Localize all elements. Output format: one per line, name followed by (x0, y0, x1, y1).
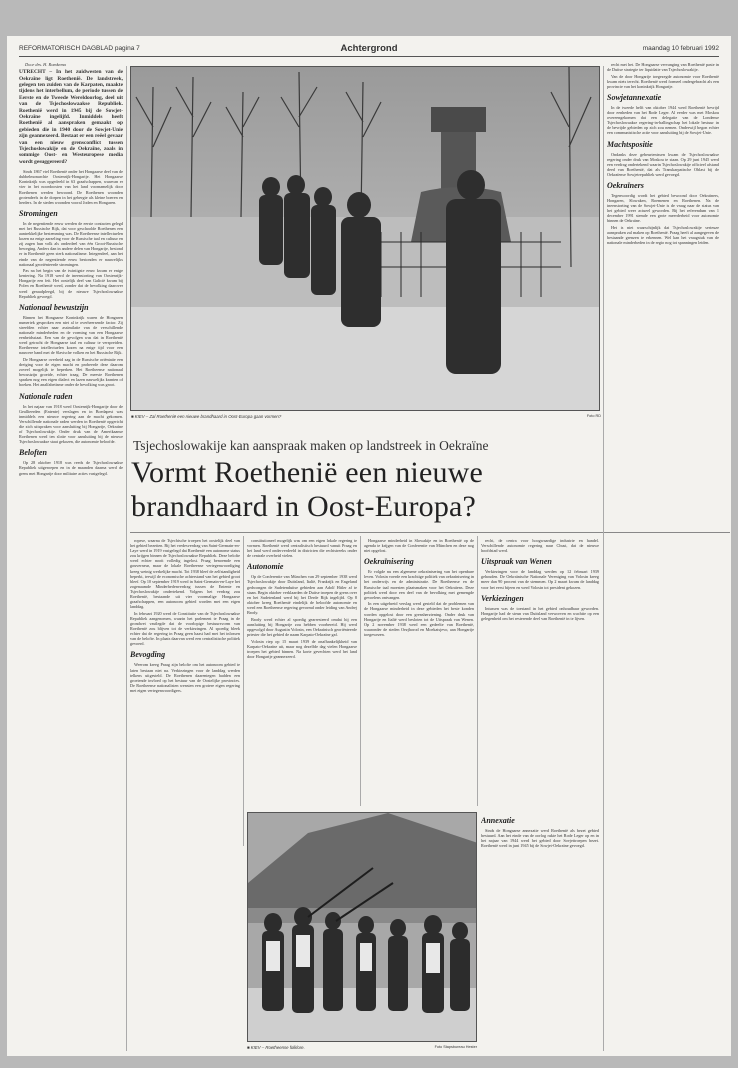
column-rule (603, 66, 604, 1051)
bottom-photo-caption (247, 1045, 477, 1050)
subheading: Machtspositie (607, 139, 653, 149)
byline: Door drs. H. Romkema (25, 62, 66, 67)
top-photo-image (131, 67, 600, 411)
photo-credit: Foto Stapsbureau Hester (434, 1045, 477, 1049)
subheading: Sowjetannexatie (607, 92, 662, 102)
body-paragraph: In de tweede helft van oktober 1944 werd Roethenië bevrijd door eenheden van het Rode Leger. Al eerder was met Moskou overeengekomen dat een delegatie van de Londense Tsjechoslowaakse regering-in-ballingschap het lokale bestuur in de bevrijde gebieden op zich zou nemen. Onderwijl begon echter een communistische actie voor aansluiting bij de Sowjet-Unie. (607, 104, 719, 136)
body-paragraph: Intussen was de toestand in het gebied onhoudbaar geworden. Hongarije had de steun van Duitsland verworven en wachtte op een gelegenheid om het resterende deel van Roethenië in te lijven. (481, 605, 599, 621)
body-paragraph: Sinds de Hongaarse annexatie werd Roethenië als bezet gebied bestuurd. Aan het einde van de oorlog rukte het Rode Leger op en in het najaar van 1944 werd het gebied door Sovjettroepen bezet. Roethenië werd in juni 1945 bij de Sowjet-Oekraïne gevoegd. (481, 828, 599, 849)
bottom-photo-image (248, 813, 477, 1042)
column-5 (481, 538, 599, 808)
body-paragraph: ropese, waarna de Tsjechische troepen het oostelijk deel van het gebied bezetten. Bij het vredesverdrag van Saint-Germain-en-Laye werd in 1919 vastgelegd dat Roethenië een autonome status zou krijgen binnen de Tsjechoslowaakse Republiek. Deze belofte werd echter nooit volledig ingelost. Praag benoemde een gouverneur, maar de lokale Roetheense vertegenwoordiging kreeg weinig werkelijke macht. Tot 1938 bleef de zelfstandigheid beperkt, terwijl de economische achterstand van het gebied groot bleef. Op 10 september 1919 werd in Saint-Germain-en-Laye het zogenaamde Minderhedenverdrag tussen de Entente en Tsjechoslowakije ondertekend. Volgens het verdrag zou Roethenië, bestaande uit vier voormalige Hongaarse graafschappen, een autonoom gebied worden met een eigen landdag. (130, 538, 240, 610)
body-paragraph: Op 28 oktober 1918 was reeds de Tsjechoslowaakse Republiek uitgeroepen en in de maanden daarna werd de grens met Hongarije door militaire acties vastgelegd. (19, 460, 123, 476)
column-1 (19, 62, 123, 1052)
body-paragraph: Sinds 1867 viel Roethenië onder het Hongaarse deel van de dubbelmonarchie Oostenrijk-Hongarije. Het Hongaarse Koninkrijk was opgedeeld in 63 graafschappen, waarvan er vier in het noordoosten van het land voornamelijk door Roethenen werden bewoond. De Roethenen woonden grotendeels in de dorpen in het gebergte als kleine boeren en herders. In de steden woonden vooral Joden en Hongaren. (19, 169, 123, 205)
body-paragraph: Verkiezingen voor de landdag werden op 12 februari 1939 gehouden. De Oekraïnische Nationale Vereniging van Volosin kreeg meer dan 90 procent van de stemmen. Op 2 maart kwam de landdag voor het eerst bijeen en werd Volosin tot president gekozen. (481, 569, 599, 590)
subheading: Oekraïnisering (364, 557, 414, 567)
body-paragraph: Binnen het Hongaarse Koninkrijk waren de Hongaren numeriek gesproken een niet al te overheersende factor. Zij streefden echter naar assimilatie van de verschillende nationale minderheden en de vorming van een Hongaarse eenheidsstaat. Een van de gevolgen was dat in Roethenië werd getracht de Hongaarse taal en cultuur te verspreiden. Roetheense intellectuelen kozen na enige tijd voor een nauwere band met de Slavische volken en het Russische Rijk. (19, 314, 123, 356)
body-paragraph: Het is niet waarschijnlijk dat Tsjechoslowakije serieuze aanspraken zal maken op Roethenië. Praag heeft al aangegeven de bestaande grenzen te erkennen. Wel kan het vraagstuk van de nationale minderheden in de regio nog tot spanningen leiden. (607, 225, 719, 246)
column-5-lower (481, 812, 599, 1052)
photo-credit: Foto RD (586, 414, 601, 418)
body-paragraph: Hongaarse minderheid in Slowakije en in Roethenië op de agenda te krijgen van de Conferentie van München en deze nog niet opgelost. (364, 538, 474, 554)
headline: Vormt Roethenië een nieuwe brandhaard in Oost-Europa? (131, 456, 484, 523)
top-photo (130, 66, 600, 411)
body-paragraph: recht met het. De Hongaarse vervanging van Roethenië paste in de Duitse strategie ter liquidatie van Tsjechoslowakije. (607, 62, 719, 73)
newspaper-page (7, 36, 731, 1056)
column-2 (130, 538, 240, 838)
body-paragraph: De Hongaarse overheid zag in de Russische oriëntatie een dreiging voor de eigen macht en probeerde deze daarom zoveel mogelijk te beperken. Het Roetheense nationaal bewustzijn groeide, echter traag. De meeste Roethenen spraken nog een eigen dialect en lazen nauwelijks kranten of boeken. Het analfabetisme onder de bevolking was groot. (19, 357, 123, 388)
column-3 (247, 538, 357, 808)
subheading: Uitspraak van Wenen (481, 557, 552, 567)
section-title: Achtergrond (340, 43, 398, 54)
subheading: Verkiezingen (481, 593, 524, 603)
issue-date: maandag 10 februari 1992 (642, 45, 719, 52)
body-paragraph: Van de door Hongarije toegezegde autonomie voor Roethenië kwam niets terecht. Roethenië werd formeel ondergebracht als een provincie van het koninkrijk Hongarije. (607, 73, 719, 89)
body-paragraph: In het najaar van 1918 werd Oostenrijk-Hongarije door de Geallieerden (Entente) verslagen en in Boedapest was inmiddels een nieuwe regering aan de macht gekomen. Verschillende nationale raden werden in Roethenië opgericht die zich uitspraken voor aansluiting bij Hongarije, Oekraïne of Tsjechoslowakije. Onder druk van de Amerikaanse Roethenen werd ten slotte voor aansluiting bij de nieuwe Tsjechoslowaakse staat gekozen, die autonomie beloofde. (19, 403, 123, 445)
subheading: Autonomie (247, 562, 284, 572)
body-paragraph: In februari 1920 werd de Constitutie van de Tsjechoslowaakse Republiek aangenomen, waarin het parlement te Praag in de grondwet vastlegde dat de voorlopige bestuursvorm van Roethenië zou blijven tot de verkiezingen. Al spoedig bleek echter dat de regering in Praag geen haast had met het inlossen van de belofte. In plaats daarvan werd een centralistische politiek gevoerd. (130, 610, 240, 647)
subheading: Beloften (19, 448, 47, 458)
page-header (19, 44, 719, 57)
caption-text: ■ KIEV – Zal Roethenië een nieuwe brandhaard in Oost-Europa gaan vormen? (131, 414, 282, 419)
subheading: Oekraïners (607, 181, 644, 190)
top-photo-caption (131, 414, 601, 419)
column-6 (607, 62, 719, 1052)
subheading: Stromingen (19, 208, 58, 218)
column-rule (126, 66, 127, 1051)
kicker: Tsjechoslowakije kan aanspraak maken op landstreek in Oekraïne (133, 438, 489, 453)
caption-text: ■ KIEV – Roetheense folklore. (247, 1045, 305, 1050)
column-rule (477, 536, 478, 806)
subheading: Nationale raden (19, 391, 73, 401)
body-paragraph: Ondanks deze gebeurtenissen kwam de Tsjechoslowaakse regering onder druk van Moskou te staan. Op 29 juni 1945 werd een verdrag ondertekend waarin Tsjechoslowakije officieel afstand deed van Roethenië, dat als Transkarpatische Oblast bij de Oekraïense Sowjetrepubliek werd gevoegd. (607, 151, 719, 177)
subheading: Nationaal bewustzijn (19, 302, 89, 312)
column-rule (360, 536, 361, 806)
body-paragraph: Er volgde nu een algemene oekraïnisering van het openbare leven. Volosin voerde een krachtige politiek van oekraïnisering in het onderwijs en de administratie. De Roetheense en de Russische taal moesten plaatsmaken voor het Oekraïens. Deze politiek werd door een deel van de bevolking met gemengde gevoelens ontvangen. (364, 569, 474, 600)
body-paragraph: recht, de centra voor hoogwaardige industrie en handel. Verschillende autonomie regering naar Chust, dat de nieuwe hoofdstad werd. (481, 538, 599, 554)
body-paragraph: Pas na het begin van de twintigste eeuw kwam er enige kentering. Na 1918 werd de ineenstorting van Oostenrijk-Hongarije een feit. Het oostelijk deel van Galicië kwam bij Polen en Roethenië werd, zonder dat de bevolking daarover werd geraadpleegd, bij de nieuwe Tsjechoslowaakse Republiek gevoegd. (19, 268, 123, 299)
bottom-photo (247, 812, 477, 1042)
newspaper-name: REFORMATORISCH DAGBLAD pagina 7 (19, 45, 140, 52)
body-paragraph: Tegenwoordig wordt het gebied bewoond door Oekraïners, Hongaren, Slowaken, Roemenen en Roethenen. Na de ineenstorting van de Sowjet-Unie is de vraag naar de status van het gebied weer actueel geworden. Bij het referendum van 1 december 1991 stemde een grote meerderheid voor autonomie binnen de Oekraïne. (607, 193, 719, 224)
body-paragraph: Weerom kreeg Praag zijn belofte om het autonoom gebied te laten bestaan niet na. Verkiezingen voor de landdag werden telkens uitgesteld. De Roethenen daarentegen hadden een groeiende invloed op het bestuur van de Oostelijke provincies. De Roetheense nationalisten wensten een grotere eigen regering met eigen vertegenwoordigers. (130, 662, 240, 693)
body-paragraph: In de negentiende eeuw werden de eerste contacten gelegd met het Russische Rijk, dat voor geschoolde Roethenen een aantrekkelijke bestemming was. De Roetheense intellectuelen kozen na enige aarzeling voor de Russische taal en cultuur en zij zagen hun volk als onderdeel van één Groot-Russische beweging. Anders dan in andere delen van Hongarije, bestond er in Roethenië geen sterk nationalisme. Integendeel, aan het einde van de negentiende eeuw bestonden er nauwelijks nationaal georiënteerde stromingen. (19, 220, 123, 267)
body-paragraph: Volosin riep op 15 maart 1939 de onafhankelijkheid van Karpato-Oekraïne uit, maar nog dezelfde dag vielen Hongaarse troepen het gebied binnen. Na korte gevechten werd het land door Hongarije geannexeerd. (247, 638, 357, 659)
body-paragraph: constitutioneel mogelijk was om een eigen lokale regering te vormen. Roethenië werd centralistisch bestuurd vanuit Praag en het land werd onderverdeeld in districten die rechtstreeks onder de centrale overheid vielen. (247, 538, 357, 559)
column-4 (364, 538, 474, 808)
subheading: Annexatie (481, 816, 515, 825)
subheading: Bevogding (130, 650, 166, 660)
body-paragraph: Brody werd echter al spoedig gearresteerd omdat hij een aansluiting bij Hongarije zou hebben voorbereid. Hij werd opgevolgd door Augustin Volosin, een Oekraïnisch georiënteerde priester die het gebied de naam Karpato-Oekraïne gaf. (247, 616, 357, 637)
body-paragraph: In een uitgebreid verslag werd gesteld dat de problemen van de Hongaarse minderheid in deze gebieden het beste konden worden opgelost door een grensherziening. Onder druk van Hongarije en Italië werd besloten tot de Uitspraak van Wenen. Op 2 november 1938 werd een gedeelte van Roethenië, waaronder de steden Oezjhorod en Moekatsjevo, aan Hongarije toegewezen. (364, 601, 474, 637)
column-rule (243, 536, 244, 846)
body-paragraph: Op de Conferentie van München van 29 september 1938 werd Tsjechoslowakije door Duitsland, Italië, Frankrijk en Engeland gedwongen de Sudetenduitse gebieden aan Adolf Hitler af te staan. Begin oktober verklaarden de Duitse troepen de grens over en het Sudetenland werd bij het Derde Rijk ingelijfd. Op 8 oktober kreeg Roethenië eindelijk de beloofde autonomie en werd een Roetheense regering gevormd onder leiding van Andrej Brody. (247, 574, 357, 616)
lead-paragraph: UTRECHT – In het zuidwesten van de Oekraïne ligt Roethenië. De landstreek, gelegen ten zuiden van de Karpaten, maakte tijdens het interbellum, de periode tussen de Eerste en de Tweede Wereldoorlog, deel uit van de Tsjechoslowaakse Republiek. Roethenië werd in 1945 bij de Sowjet-Oekraïne ingelijfd. Inmiddels heeft Roethenië al aanspraken gemaakt op gebieden die in 1940 door de Sowjet-Unie zijn geannexeerd. Bestaat er een reëel gevaar van een nieuw grensconflict tussen Tsjechoslowakije en de Oekraïne, zoals in sommige Oost- en Westeuropese media wordt gesuggereerd? (19, 69, 123, 165)
